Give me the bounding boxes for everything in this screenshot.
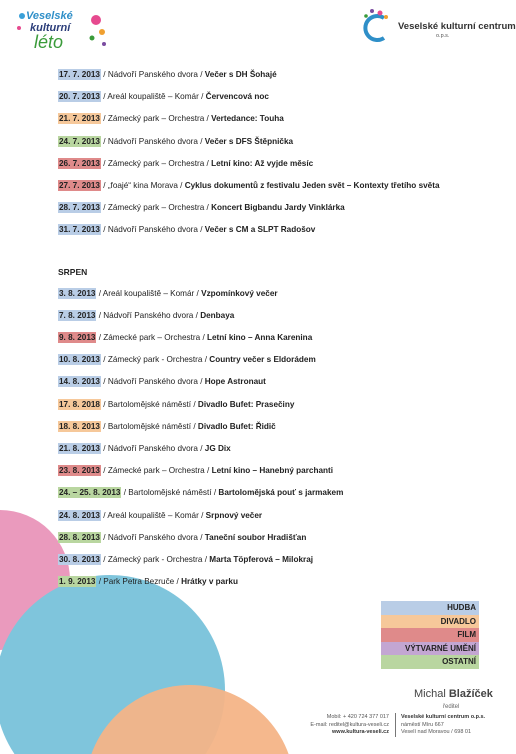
event-date: 28. 8. 2013: [59, 532, 100, 542]
event-date: 3. 8. 2013: [59, 288, 96, 298]
event-venue: Zámecký park – Orchestra: [107, 203, 205, 213]
mobile: Mobil: + 420 724 377 017: [326, 714, 389, 720]
event-date: 1. 9. 2013: [59, 577, 96, 587]
event-date: 27. 7. 2013: [59, 180, 100, 190]
event-row: 20. 7. 2013 / Areál koupaliště – Komár / Červencová noc: [59, 92, 269, 102]
event-title: Večer s CM a SLPT Radošov: [204, 225, 316, 235]
event-row: 27. 7. 2013 / „foajé“ kina Morava / Cyklus dokumentů z festivalu Jeden svět – Kontexty třetího světa: [59, 180, 440, 190]
event-venue: Bartolomějské náměstí: [128, 488, 212, 498]
legend-item-film: FILM: [381, 628, 479, 642]
event-venue: Zámecký park – Orchestra: [107, 114, 205, 124]
event-title: Vzpomínkový večer: [201, 288, 278, 298]
event-title: Večer s DFS Štěpnička: [204, 136, 294, 146]
event-row: 18. 8. 2013 / Bartolomějské náměstí / Divadlo Bufet: Řidič: [59, 421, 276, 431]
legend-item-hudba: HUDBA: [381, 601, 479, 615]
event-venue: Areál koupaliště – Komár: [107, 92, 199, 102]
divider: [395, 713, 396, 737]
event-date: 7. 8. 2013: [59, 310, 96, 320]
event-venue: Areál koupaliště – Komár: [102, 288, 195, 298]
event-row: 24. 7. 2013 / Nádvoří Panského dvora / Večer s DFS Štěpnička: [59, 136, 294, 146]
event-date: 30. 8. 2013: [59, 554, 100, 564]
event-row: 31. 7. 2013 / Nádvoří Panského dvora / Večer s CM a SLPT Radošov: [59, 225, 316, 235]
signature-name: Michal Blažíček: [414, 688, 493, 700]
event-row: 17. 8. 2018 / Bartolomějské náměstí / Divadlo Bufet: Prasečiny: [59, 399, 295, 409]
event-title: Taneční soubor Hradišťan: [204, 532, 307, 542]
event-title: Bartolomějská pouť s jarmakem: [218, 488, 344, 498]
event-title: Vertedance: Touha: [211, 114, 284, 124]
event-venue: Zámecký park - Orchestra: [107, 554, 203, 564]
contact-info: [296, 714, 389, 737]
event-row: 23. 8. 2013 / Zámecké park – Orchestra / Letní kino – Hanebný parchanti: [59, 466, 334, 476]
vkc-suffix: o.p.s.: [436, 33, 450, 39]
event-date: 17. 8. 2018: [59, 399, 100, 409]
event-title: Divadlo Bufet: Řidič: [197, 421, 276, 431]
vkc-name: Veselské kulturní centrum: [398, 21, 516, 32]
event-venue: „foajé“ kina Morava: [107, 180, 178, 190]
event-date: 24. 7. 2013: [59, 136, 100, 146]
event-title: Divadlo Bufet: Prasečiny: [197, 399, 295, 409]
legend-item-vytvarne: VÝTVARNÉ UMĚNÍ: [381, 642, 479, 656]
event-date: 23. 8. 2013: [59, 466, 100, 476]
event-row: 26. 7. 2013 / Zámecký park – Orchestra / Letní kino: Až vyjde měsíc: [59, 158, 314, 168]
legend-item-ostatni: OSTATNÍ: [381, 655, 479, 669]
event-venue: Nádvoří Panského dvora: [107, 225, 198, 235]
event-date: 31. 7. 2013: [59, 225, 100, 235]
event-date: 24. 8. 2013: [59, 510, 100, 520]
event-venue: Zámecké park – Orchestra: [107, 466, 205, 476]
event-venue: Zámecké park – Orchestra: [103, 333, 201, 343]
logo-line-3: léto: [34, 32, 64, 52]
event-title: Srpnový večer: [205, 510, 263, 520]
event-title: Hrátky v parku: [181, 577, 238, 587]
event-title: Koncert Bigbandu Jardy Vinklárka: [211, 203, 345, 213]
event-date: 26. 7. 2013: [59, 158, 100, 168]
event-title: Letní kino – Hanebný parchanti: [211, 466, 334, 476]
vkc-logo: [358, 8, 516, 48]
legend-item-divadlo: DIVADLO: [381, 615, 479, 629]
event-row: 28. 7. 2013 / Zámecký park – Orchestra / Koncert Bigbandu Jardy Vinklárka: [59, 203, 345, 213]
event-title: Hope Astronaut: [204, 377, 266, 387]
event-row: 1. 9. 2013 / Park Petra Bezruče / Hrátky v parku: [59, 577, 238, 587]
event-title: Letní kino: Až vyjde měsíc: [211, 158, 314, 168]
event-row: 21. 7. 2013 / Zámecký park – Orchestra / Vertedance: Touha: [59, 114, 284, 124]
event-date: 17. 7. 2013: [59, 70, 100, 79]
event-title: Denbaya: [200, 310, 235, 320]
event-row: 24. – 25. 8. 2013 / Bartolomějské náměstí / Bartolomějská pouť s jarmakem: [59, 488, 344, 498]
event-row: 10. 8. 2013 / Zámecký park - Orchestra / Country večer s Eldorádem: [59, 355, 316, 365]
event-date: 20. 7. 2013: [59, 92, 100, 102]
august-events: [58, 283, 498, 594]
address: [401, 714, 499, 737]
email: E-mail: reditel@kultura-veseli.cz: [310, 721, 389, 728]
event-date: 9. 8. 2013: [59, 333, 96, 343]
event-date: 18. 8. 2013: [59, 421, 100, 431]
event-venue: Zámecký park - Orchestra: [107, 355, 203, 365]
event-venue: Park Petra Bezruče: [103, 577, 175, 587]
event-venue: Nádvoří Panského dvora: [103, 310, 194, 320]
event-row: 9. 8. 2013 / Zámecké park – Orchestra / Letní kino – Anna Karenina: [59, 333, 313, 343]
event-date: 21. 8. 2013: [59, 444, 100, 453]
july-events: [58, 64, 498, 242]
event-date: 14. 8. 2013: [59, 377, 100, 387]
event-venue: Nádvoří Panského dvora: [107, 377, 198, 387]
event-title: Marta Töpferová – Milokraj: [209, 554, 314, 564]
event-title: Večer s DH Šohajé: [204, 70, 277, 79]
event-title: Letní kino – Anna Karenina: [207, 333, 313, 343]
event-row: 7. 8. 2013 / Nádvoří Panského dvora / Denbaya: [59, 310, 235, 320]
event-date: 28. 7. 2013: [59, 203, 100, 213]
event-venue: Nádvoří Panského dvora: [107, 532, 198, 542]
event-row: 21. 8. 2013 / Nádvoří Panského dvora / JG Dix: [59, 444, 231, 453]
event-title: JG Dix: [204, 444, 231, 453]
event-venue: Zámecký park – Orchestra: [107, 158, 205, 168]
category-legend: [381, 601, 479, 669]
signature-role: ředitel: [443, 704, 460, 710]
event-venue: Nádvoří Panského dvora: [107, 70, 198, 79]
event-row: 14. 8. 2013 / Nádvoří Panského dvora / Hope Astronaut: [59, 377, 266, 387]
event-date: 10. 8. 2013: [59, 355, 100, 365]
logo-line-1: Veselské: [26, 10, 73, 22]
event-date: 24. – 25. 8. 2013: [59, 488, 121, 498]
veselske-kulturni-leto-logo: [14, 6, 109, 54]
event-venue: Areál koupaliště – Komár: [107, 510, 199, 520]
address-line-2: Veselí nad Moravou / 698 01: [401, 729, 472, 735]
event-row: 30. 8. 2013 / Zámecký park - Orchestra / Marta Töpferová – Milokraj: [59, 554, 314, 564]
org-name: Veselské kulturní centrum o.p.s.: [401, 714, 486, 720]
event-title: Country večer s Eldorádem: [209, 355, 316, 365]
month-heading-august: SRPEN: [58, 266, 88, 277]
event-date: 21. 7. 2013: [59, 114, 100, 124]
event-title: Cyklus dokumentů z festivalu Jeden svět – Kontexty třetího světa: [184, 180, 440, 190]
event-row: 17. 7. 2013 / Nádvoří Panského dvora / Večer s DH Šohajé: [59, 70, 277, 79]
event-row: 28. 8. 2013 / Nádvoří Panského dvora / Taneční soubor Hradišťan: [59, 532, 307, 542]
event-title: Červencová noc: [205, 92, 269, 102]
event-venue: Nádvoří Panského dvora: [107, 136, 198, 146]
event-venue: Bartolomějské náměstí: [107, 421, 192, 431]
event-row: 24. 8. 2013 / Areál koupaliště – Komár / Srpnový večer: [59, 510, 263, 520]
logo-line-2: kulturní: [30, 22, 71, 34]
address-line-1: náměstí Míru 667: [401, 721, 444, 728]
event-venue: Bartolomějské náměstí: [107, 399, 192, 409]
event-venue: Nádvoří Panského dvora: [107, 444, 198, 453]
event-schedule: [58, 64, 498, 593]
website-link[interactable]: www.kultura-veseli.cz: [332, 729, 389, 735]
event-row: 3. 8. 2013 / Areál koupaliště – Komár / Vzpomínkový večer: [59, 288, 278, 298]
